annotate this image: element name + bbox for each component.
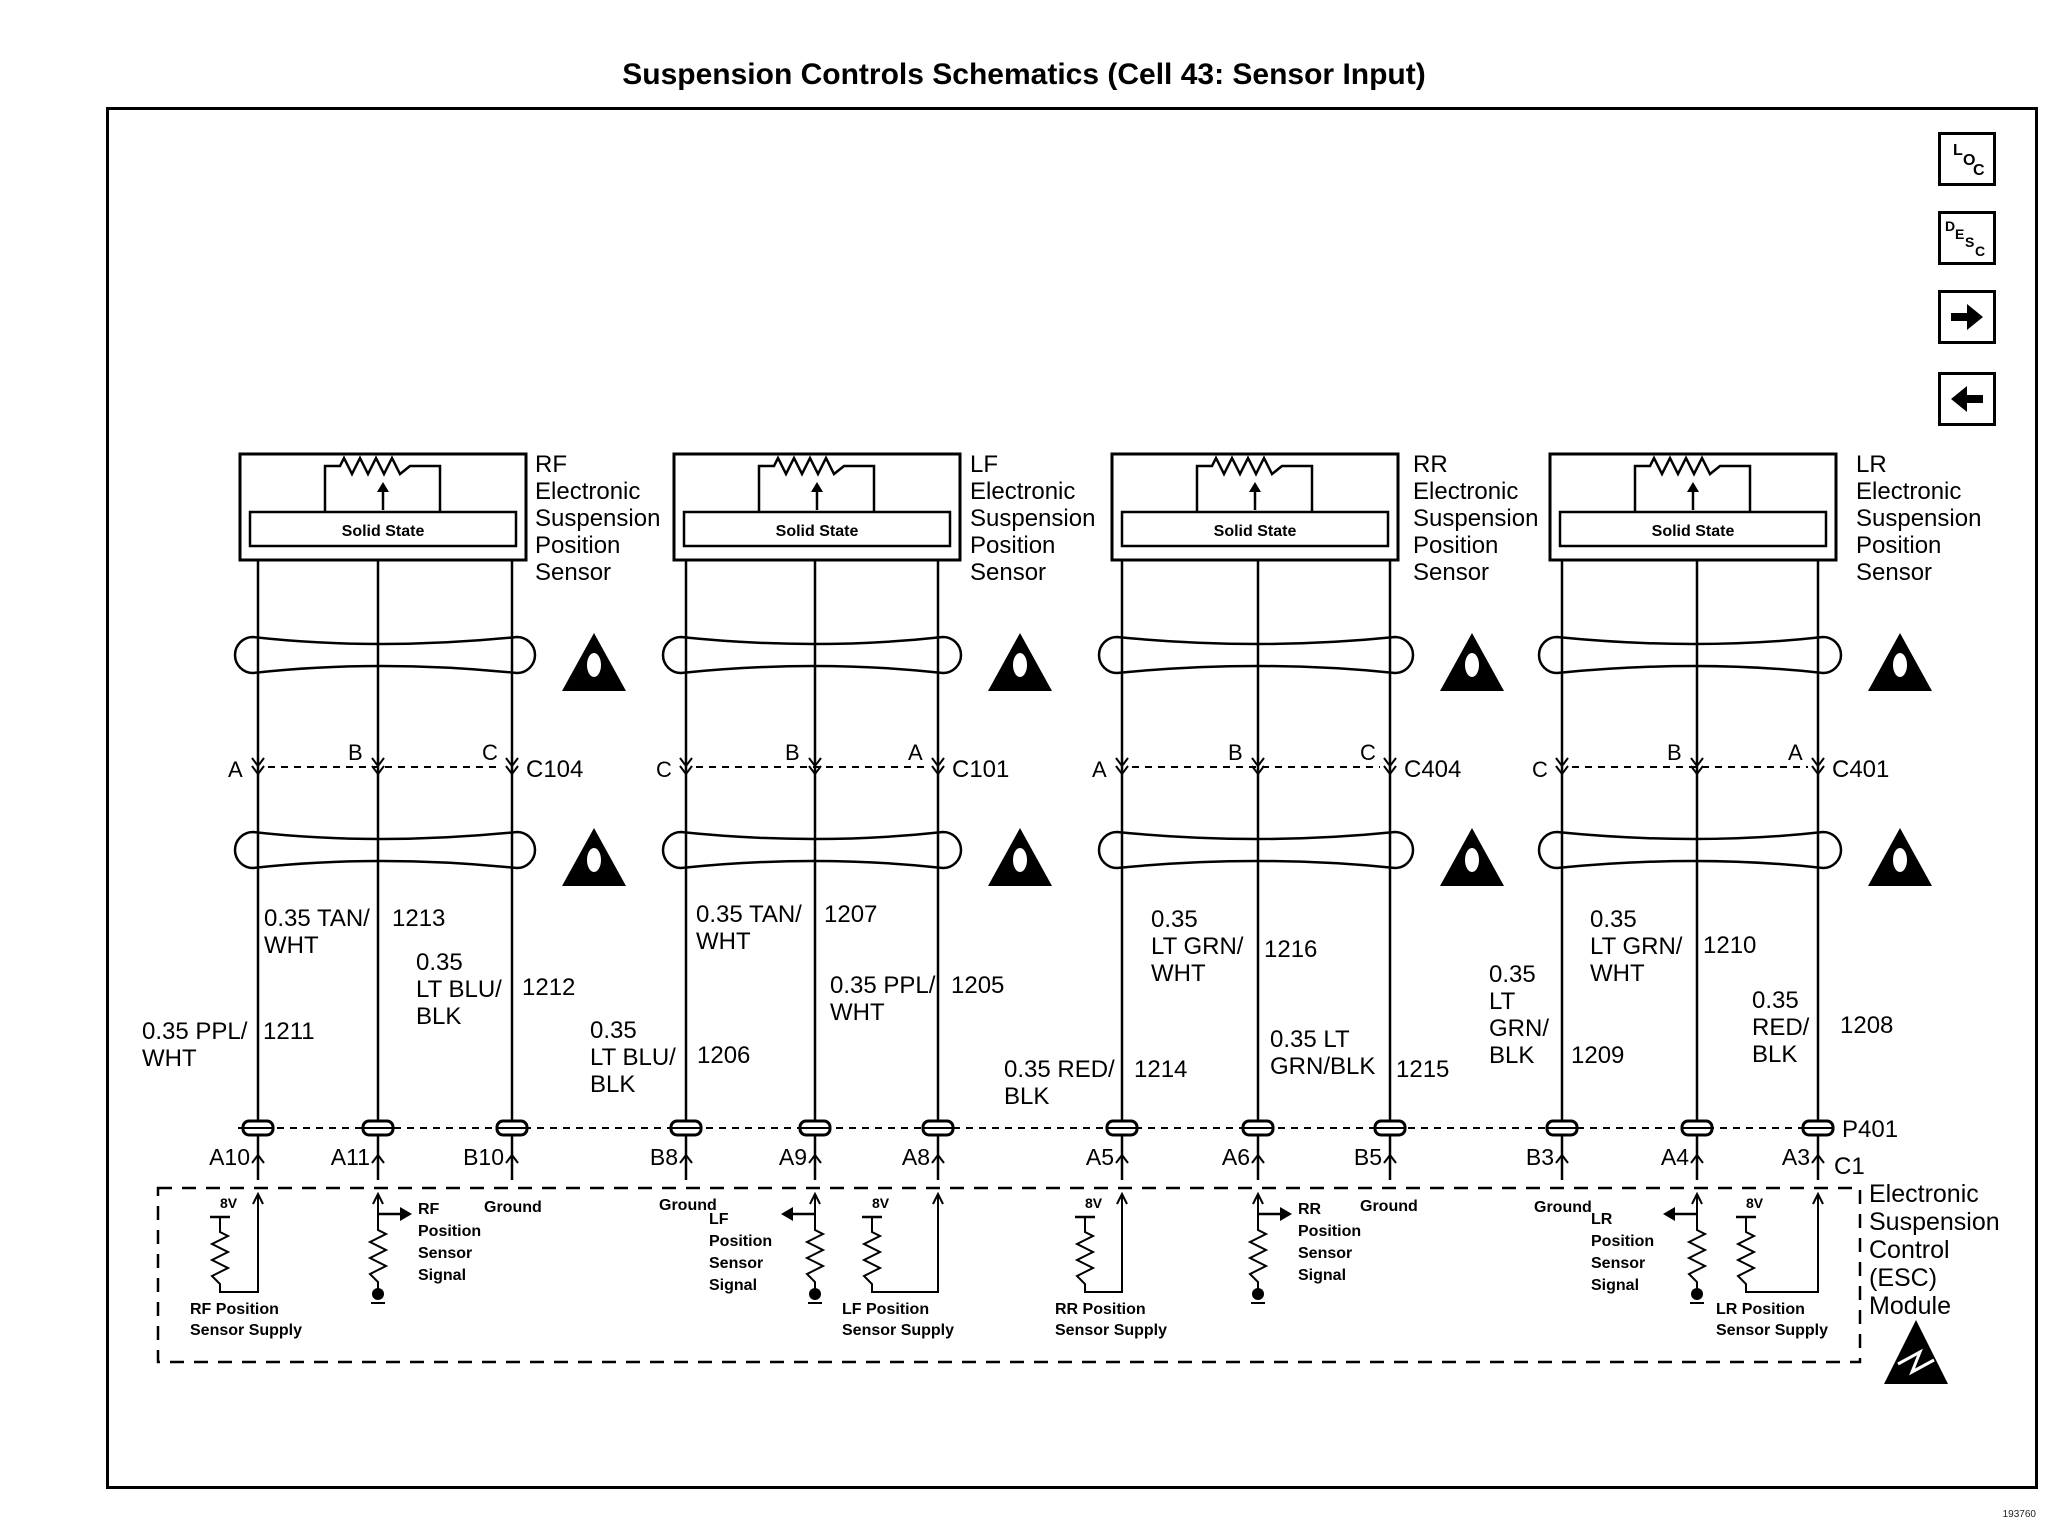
lf-module-pin-label-2: A9 — [778, 1144, 807, 1170]
lf-wire-2-color-line-1: 0.35 TAN/ — [696, 901, 802, 928]
rf-supply-voltage: 8V — [220, 1195, 238, 1211]
rr-wire-3-color-line-2: GRN/BLK — [1270, 1053, 1376, 1080]
rf-sensor-desc-line-1: Electronic — [535, 478, 641, 505]
lr-supply-voltage: 8V — [1746, 1195, 1764, 1211]
lf-wire-3-color-line-2: WHT — [830, 999, 885, 1026]
lf-sensor-desc-line-3: Position — [970, 532, 1056, 559]
lf-wire-1-circuit: 1206 — [697, 1042, 751, 1069]
rf-wire-3-color-line-1: 0.35 — [416, 949, 463, 976]
page-title: Suspension Controls Schematics (Cell 43: Sensor Input) — [622, 58, 1426, 91]
rf-wire-2-color-line-1: 0.35 TAN/ — [264, 905, 370, 932]
rf-sensor-name: RF — [535, 451, 567, 478]
lr-ground-icon — [1691, 1288, 1703, 1300]
lf-signal-label-line-1: LF — [709, 1211, 729, 1228]
rr-ground-label: Ground — [1360, 1198, 1418, 1215]
rr-wire-2-color-line-1: 0.35 — [1151, 906, 1198, 933]
lr-wire-1-color-line-3: GRN/ — [1489, 1015, 1549, 1042]
lr-twist-2 — [1539, 832, 1841, 868]
lr-wire-1-circuit: 1209 — [1571, 1042, 1625, 1069]
lr-signal-label-line-4: Signal — [1591, 1277, 1640, 1294]
rf-pin-label-2: B — [348, 740, 363, 765]
rr-pin-label-3: C — [1360, 740, 1376, 765]
lr-signal-resistor — [1689, 1196, 1705, 1292]
rf-signal-label-line-4: Signal — [418, 1267, 467, 1284]
rr-supply-label-line-1: RR Position — [1055, 1301, 1146, 1318]
lr-wire-1-color-line-4: BLK — [1489, 1042, 1535, 1069]
rr-sensor-desc-line-2: Suspension — [1413, 505, 1539, 532]
arrow-left-icon — [1951, 386, 1983, 412]
lr-wire-2-circuit: 1210 — [1703, 932, 1757, 959]
lf-signal-label-line-4: Signal — [709, 1277, 758, 1294]
lr-sensor-desc-line-2: Suspension — [1856, 505, 1982, 532]
lr-wire-3-circuit: 1208 — [1840, 1012, 1894, 1039]
esd-sensitive-icon — [1884, 1320, 1948, 1384]
module-connector-label: C1 — [1834, 1153, 1865, 1180]
rr-signal-label-line-2: Position — [1298, 1223, 1362, 1240]
rf-sensor-desc-line-2: Suspension — [535, 505, 661, 532]
rr-sensor-desc-line-3: Position — [1413, 532, 1499, 559]
rr-wire-2-color-line-3: WHT — [1151, 960, 1206, 987]
lf-caution-icon-mark-1 — [1013, 653, 1027, 677]
lr-pin-label-1: C — [1532, 757, 1548, 782]
lr-module-pin-label-3: A3 — [1781, 1144, 1810, 1170]
rr-signal-label-line-3: Sensor — [1298, 1245, 1353, 1262]
loc-label-c: C — [1973, 162, 1985, 179]
lf-sensor-desc-line-2: Suspension — [970, 505, 1096, 532]
rr-wire-1-color-line-1: 0.35 RED/ — [1004, 1056, 1115, 1083]
lf-module-pin-label-1: B8 — [649, 1144, 678, 1170]
lf-sensor-desc-line-4: Sensor — [970, 559, 1047, 586]
rr-wire-2-circuit: 1216 — [1264, 936, 1318, 963]
rr-pin-label-2: B — [1228, 740, 1243, 765]
previous-page-button[interactable] — [1938, 372, 1996, 426]
rr-wire-2-color-line-2: LT GRN/ — [1151, 933, 1244, 960]
lr-wire-3-color-line-3: BLK — [1752, 1041, 1798, 1068]
lr-sensor-desc-line-3: Position — [1856, 532, 1942, 559]
lr-twist-1 — [1539, 637, 1841, 673]
rr-sensor-desc-line-1: Electronic — [1413, 478, 1519, 505]
rf-module-pin-label-1: A10 — [209, 1144, 250, 1170]
lr-module-pin-label-2: A4 — [1660, 1144, 1689, 1170]
esc-module-label-line-3: Control — [1869, 1236, 1950, 1264]
splice-p401-label: P401 — [1842, 1116, 1899, 1143]
rr-sensor-desc-line-4: Sensor — [1413, 559, 1490, 586]
lf-pin-label-1: C — [656, 757, 672, 782]
desc-label-c: C — [1975, 243, 1986, 259]
loc-button[interactable] — [1938, 132, 1996, 186]
rr-twist-1 — [1099, 637, 1413, 673]
rr-solid-state-label: Solid State — [1213, 523, 1297, 540]
lf-wire-1-color-line-3: BLK — [590, 1071, 636, 1098]
rf-signal-resistor — [370, 1196, 386, 1292]
rr-signal-resistor — [1250, 1196, 1266, 1292]
rr-supply-voltage: 8V — [1085, 1195, 1103, 1211]
rf-connector-label: C104 — [526, 756, 584, 783]
lf-sensor-desc-line-1: Electronic — [970, 478, 1076, 505]
lf-signal-tap-arrow — [781, 1207, 793, 1221]
lr-wire-3-color-line-1: 0.35 — [1752, 987, 1799, 1014]
lf-wire-2-circuit: 1207 — [824, 901, 878, 928]
lf-pin-label-2: B — [785, 740, 800, 765]
esc-module-label-line-1: Electronic — [1869, 1180, 1979, 1208]
lr-supply-label-line-2: Sensor Supply — [1716, 1322, 1829, 1339]
lr-wire-3-color-line-2: RED/ — [1752, 1014, 1810, 1041]
lf-supply-label-line-1: LF Position — [842, 1301, 930, 1318]
lf-wire-2-color-line-2: WHT — [696, 928, 751, 955]
rr-twist-2 — [1099, 832, 1413, 868]
rf-wire-2-circuit: 1213 — [392, 905, 446, 932]
lf-sensor-wiper-arrow — [811, 482, 823, 492]
desc-button[interactable] — [1938, 211, 1996, 265]
lr-wire-1-color-line-2: LT — [1489, 988, 1516, 1015]
rf-wire-1-color-line-1: 0.35 PPL/ — [142, 1018, 248, 1045]
lf-signal-label-line-3: Sensor — [709, 1255, 764, 1272]
lr-sensor-desc-line-1: Electronic — [1856, 478, 1962, 505]
lf-connector-label: C101 — [952, 756, 1010, 783]
lf-supply-voltage: 8V — [872, 1195, 890, 1211]
lr-signal-label-line-2: Position — [1591, 1233, 1655, 1250]
lr-caution-icon-mark-2 — [1893, 848, 1907, 872]
rf-twist-2 — [235, 832, 535, 868]
rf-ground-icon — [372, 1288, 384, 1300]
lf-signal-label-line-2: Position — [709, 1233, 773, 1250]
lf-sensor-name: LF — [970, 451, 999, 478]
lr-wire-2-color-line-1: 0.35 — [1590, 906, 1637, 933]
rr-connector-label: C404 — [1404, 756, 1462, 783]
rr-caution-icon-mark-2 — [1465, 848, 1479, 872]
lr-caution-icon-mark-1 — [1893, 653, 1907, 677]
lr-wire-2-color-line-3: WHT — [1590, 960, 1645, 987]
rf-signal-label-line-2: Position — [418, 1223, 482, 1240]
rf-sensor-desc-line-3: Position — [535, 532, 621, 559]
lr-pin-label-3: A — [1788, 740, 1803, 765]
figure-id: 193760 — [2002, 1509, 2036, 1520]
rr-signal-label-line-1: RR — [1298, 1201, 1322, 1218]
rf-signal-label-line-3: Sensor — [418, 1245, 473, 1262]
esc-module-label-line-5: Module — [1869, 1292, 1951, 1320]
lr-sensor-desc-line-4: Sensor — [1856, 559, 1933, 586]
rr-wire-3-circuit: 1215 — [1396, 1056, 1450, 1083]
rr-module-pin-label-1: A5 — [1085, 1144, 1114, 1170]
rf-module-pin-label-2: A11 — [330, 1144, 370, 1170]
rr-supply-label-line-2: Sensor Supply — [1055, 1322, 1168, 1339]
rr-ground-icon — [1252, 1288, 1264, 1300]
rf-wire-3-color-line-3: BLK — [416, 1003, 462, 1030]
lf-wire-3-color-line-1: 0.35 PPL/ — [830, 972, 936, 999]
rf-twist-1 — [235, 637, 535, 673]
lr-sensor-wiper-arrow — [1687, 482, 1699, 492]
rf-wire-1-circuit: 1211 — [263, 1018, 315, 1045]
esc-module-label-line-2: Suspension — [1869, 1208, 2000, 1236]
next-page-button[interactable] — [1938, 290, 1996, 344]
lr-signal-label-line-1: LR — [1591, 1211, 1613, 1228]
desc-label-d: D — [1945, 218, 1956, 234]
lf-ground-label: Ground — [659, 1197, 717, 1214]
rr-wire-3-color-line-1: 0.35 LT — [1270, 1026, 1350, 1053]
lr-supply-label-line-1: LR Position — [1716, 1301, 1805, 1318]
lr-signal-label-line-3: Sensor — [1591, 1255, 1646, 1272]
lf-pin-label-3: A — [908, 740, 923, 765]
lf-ground-icon — [809, 1288, 821, 1300]
lr-solid-state-label: Solid State — [1651, 523, 1735, 540]
rf-wire-3-color-line-2: LT BLU/ — [416, 976, 502, 1003]
lr-signal-tap-arrow — [1663, 1207, 1675, 1221]
lf-signal-resistor — [807, 1196, 823, 1292]
rf-signal-tap-arrow — [400, 1207, 412, 1221]
rr-signal-tap-arrow — [1280, 1207, 1292, 1221]
lr-ground-label: Ground — [1534, 1199, 1592, 1216]
rf-wire-1-color-line-2: WHT — [142, 1045, 197, 1072]
rr-pin-label-1: A — [1092, 757, 1107, 782]
desc-label-s: S — [1965, 234, 1975, 250]
rr-module-pin-label-2: A6 — [1221, 1144, 1250, 1170]
loc-label-l: L — [1953, 142, 1963, 159]
lf-solid-state-label: Solid State — [775, 523, 859, 540]
lr-connector-label: C401 — [1832, 756, 1890, 783]
lf-wire-1-color-line-1: 0.35 — [590, 1017, 637, 1044]
lr-sensor-name: LR — [1856, 451, 1887, 478]
rf-pin-label-3: C — [482, 740, 498, 765]
rr-caution-icon-mark-1 — [1465, 653, 1479, 677]
lf-caution-icon-mark-2 — [1013, 848, 1027, 872]
rf-caution-icon-mark-1 — [587, 653, 601, 677]
rf-wire-2-color-line-2: WHT — [264, 932, 319, 959]
esc-module-label-line-4: (ESC) — [1869, 1264, 1938, 1292]
rf-supply-label-line-1: RF Position — [190, 1301, 279, 1318]
lf-wire-1-color-line-2: LT BLU/ — [590, 1044, 676, 1071]
rr-module-pin-label-3: B5 — [1353, 1144, 1382, 1170]
lr-wire-1-color-line-1: 0.35 — [1489, 961, 1536, 988]
rf-ground-label: Ground — [484, 1199, 542, 1216]
rf-sensor-wiper-arrow — [377, 482, 389, 492]
rr-wire-1-circuit: 1214 — [1134, 1056, 1188, 1083]
lf-twist-2 — [663, 832, 961, 868]
lr-wire-2-color-line-2: LT GRN/ — [1590, 933, 1683, 960]
rf-caution-icon-mark-2 — [587, 848, 601, 872]
lf-supply-label-line-2: Sensor Supply — [842, 1322, 955, 1339]
rr-sensor-wiper-arrow — [1249, 482, 1261, 492]
rf-signal-label-line-1: RF — [418, 1201, 440, 1218]
rr-signal-label-line-4: Signal — [1298, 1267, 1347, 1284]
lr-module-pin-label-1: B3 — [1525, 1144, 1554, 1170]
lr-pin-label-2: B — [1667, 740, 1682, 765]
rf-module-pin-label-3: B10 — [463, 1144, 504, 1170]
rf-solid-state-label: Solid State — [341, 523, 425, 540]
loc-label-o: O — [1963, 152, 1976, 169]
rf-wire-3-circuit: 1212 — [522, 974, 576, 1001]
rf-supply-label-line-2: Sensor Supply — [190, 1322, 303, 1339]
rr-wire-1-color-line-2: BLK — [1004, 1083, 1050, 1110]
desc-label-e: E — [1955, 226, 1965, 242]
rr-sensor-name: RR — [1413, 451, 1448, 478]
lf-wire-3-circuit: 1205 — [951, 972, 1005, 999]
lf-module-pin-label-3: A8 — [901, 1144, 930, 1170]
lf-twist-1 — [663, 637, 961, 673]
rf-sensor-desc-line-4: Sensor — [535, 559, 612, 586]
arrow-right-icon — [1951, 304, 1983, 330]
rf-pin-label-1: A — [228, 757, 243, 782]
